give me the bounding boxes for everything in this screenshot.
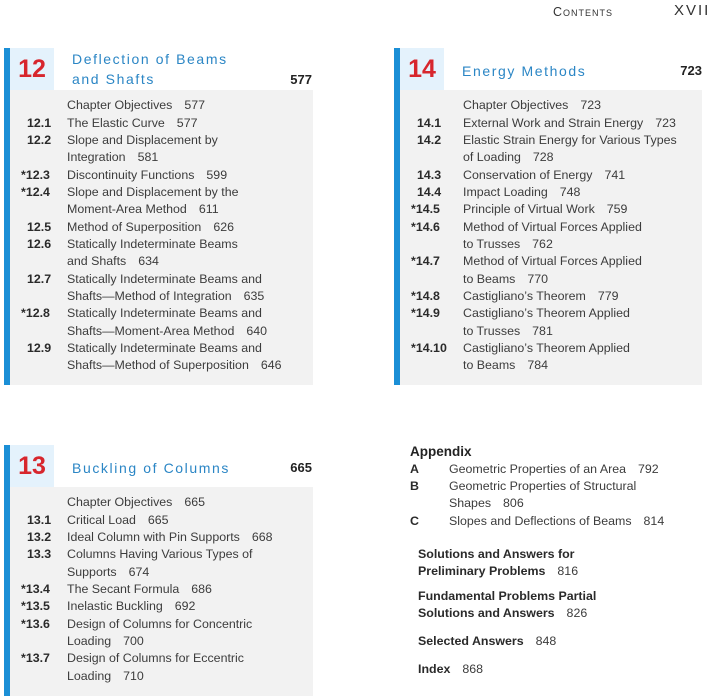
entry-page: 674 xyxy=(128,564,150,579)
entry-page: 762 xyxy=(532,237,553,252)
entry-title: External Work and Strain Energy xyxy=(463,115,644,130)
entry-title: Impact Loading xyxy=(463,185,548,200)
entry-title: Castigliano’s Theorem xyxy=(463,289,586,304)
entry-line xyxy=(67,633,313,650)
toc-entry xyxy=(400,132,702,167)
chapter-title xyxy=(72,458,230,478)
section-number: 12.1 xyxy=(27,115,52,130)
section-number: *12.8 xyxy=(21,306,50,321)
back-matter-title: Solutions and Answers xyxy=(418,605,555,620)
entry-title: of Loading xyxy=(463,150,521,165)
entry-title: Discontinuity Functions xyxy=(67,167,195,182)
entry-title: Geometric Properties of an Area xyxy=(449,461,626,476)
section-number xyxy=(10,97,67,114)
entry-text xyxy=(463,340,702,375)
entry-page: 814 xyxy=(643,513,665,528)
back-matter-title: Index xyxy=(418,661,451,676)
section-number: 14.4 xyxy=(417,185,442,200)
entry-text xyxy=(463,132,702,167)
entry-text xyxy=(463,219,702,254)
section-number: *14.10 xyxy=(411,341,447,356)
entry-title: Inelastic Buckling xyxy=(67,599,163,614)
entry-title: Shafts—Moment-Area Method xyxy=(67,323,235,338)
entry-page: 577 xyxy=(176,115,198,130)
entry-title: Geometric Properties of Structural xyxy=(449,478,637,493)
entry-text xyxy=(67,650,313,685)
entry-page: 581 xyxy=(137,150,159,165)
entry-title: Columns Having Various Types of xyxy=(67,547,253,562)
running-head-section: Contents xyxy=(553,5,614,19)
entry-title: Chapter Objectives xyxy=(67,495,173,510)
back-matter-line xyxy=(418,661,483,678)
section-number: 13.1 xyxy=(27,512,52,527)
entry-line xyxy=(463,149,702,166)
chapter-number: 13 xyxy=(10,445,54,487)
entry-title: Method of Superposition xyxy=(67,219,202,234)
entry-page: 646 xyxy=(260,358,282,373)
entry-title: The Secant Formula xyxy=(67,582,180,597)
toc-entry xyxy=(10,219,313,236)
entry-text xyxy=(67,546,313,581)
back-matter-title: Fundamental Problems Partial xyxy=(418,588,597,603)
chapter-title-line: Energy Methods xyxy=(462,63,587,79)
entry-text xyxy=(67,167,313,184)
section-list xyxy=(10,97,313,375)
entry-title: to Beams xyxy=(463,271,516,286)
section-list xyxy=(10,494,313,685)
back-matter-line xyxy=(418,588,596,605)
entry-title: to Beams xyxy=(463,358,516,373)
entry-title: Elastic Strain Energy for Various Types xyxy=(463,132,677,147)
entry-page: 635 xyxy=(243,289,265,304)
entry-line xyxy=(463,97,702,114)
entry-title: and Shafts xyxy=(67,254,127,269)
back-matter-line xyxy=(418,563,578,580)
chapter-title-line: Deflection of Beams xyxy=(72,51,228,67)
toc-entry xyxy=(10,115,313,132)
entry-title: Statically Indeterminate Beams and xyxy=(67,341,262,356)
toc-entry xyxy=(10,529,313,546)
entry-title: Shapes xyxy=(449,496,492,511)
entry-title: Conservation of Energy xyxy=(463,167,593,182)
toc-entry xyxy=(400,253,702,288)
entry-line xyxy=(449,461,710,478)
entry-line xyxy=(67,529,313,546)
entry-title: Castigliano’s Theorem Applied xyxy=(463,341,630,356)
chapter-number: 12 xyxy=(10,48,54,90)
toc-entry xyxy=(400,219,702,254)
entry-line xyxy=(67,494,313,511)
section-number: 14.3 xyxy=(417,167,442,182)
entry-text xyxy=(67,512,313,529)
toc-entry xyxy=(10,494,313,511)
back-matter-entry xyxy=(418,661,483,678)
section-number: *14.7 xyxy=(411,254,440,269)
appendix-list xyxy=(410,461,710,530)
toc-entry xyxy=(400,97,702,114)
entry-text xyxy=(463,97,702,114)
section-number: B xyxy=(410,478,419,493)
section-number: C xyxy=(410,513,419,528)
entry-page: 599 xyxy=(206,167,228,182)
entry-text xyxy=(67,340,313,375)
entry-page: 668 xyxy=(251,529,273,544)
entry-page: 611 xyxy=(198,202,219,217)
entry-line xyxy=(67,253,313,270)
back-matter-page: 816 xyxy=(557,563,579,578)
entry-line xyxy=(463,201,702,218)
entry-title: Integration xyxy=(67,150,126,165)
entry-title: Chapter Objectives xyxy=(67,98,173,113)
entry-line xyxy=(463,305,702,322)
chapter-page: 665 xyxy=(290,459,312,475)
entry-page: 759 xyxy=(606,202,628,217)
entry-text xyxy=(67,581,313,598)
toc-entry xyxy=(10,132,313,167)
section-number: 13.2 xyxy=(27,529,52,544)
entry-line xyxy=(67,149,313,166)
entry-page: 770 xyxy=(527,271,549,286)
entry-page: 723 xyxy=(655,115,676,130)
back-matter-entry xyxy=(418,633,556,650)
entry-text xyxy=(67,132,313,167)
entry-page: 692 xyxy=(174,599,196,614)
entry-text xyxy=(463,184,702,201)
entry-title: Supports xyxy=(67,564,117,579)
section-number: *13.4 xyxy=(21,582,50,597)
entry-page: 577 xyxy=(184,98,206,113)
entry-line xyxy=(67,201,313,218)
entry-title: Loading xyxy=(67,634,112,649)
chapter-title-line: Buckling of Columns xyxy=(72,459,231,476)
toc-entry xyxy=(400,340,702,375)
back-matter-entry xyxy=(418,588,596,623)
entry-page: 686 xyxy=(191,582,212,597)
entry-line xyxy=(67,323,313,340)
entry-title: Design of Columns for Eccentric xyxy=(67,651,244,666)
section-number xyxy=(400,97,463,114)
section-number: 14.1 xyxy=(417,115,442,130)
entry-line xyxy=(463,288,702,305)
chapter-title xyxy=(72,49,228,89)
section-number: *13.5 xyxy=(21,599,50,614)
entry-text xyxy=(449,461,710,478)
section-list xyxy=(400,97,702,375)
toc-entry xyxy=(400,167,702,184)
entry-title: Slope and Displacement by the xyxy=(67,185,239,200)
entry-page: 781 xyxy=(532,323,553,338)
entry-line xyxy=(463,253,702,270)
entry-line xyxy=(67,546,313,563)
entry-text xyxy=(67,305,313,340)
chapter-page: 577 xyxy=(290,72,312,87)
toc-entry xyxy=(410,513,710,530)
toc-entry xyxy=(10,616,313,651)
entry-line xyxy=(67,650,313,667)
entry-title: Moment-Area Method xyxy=(67,202,187,217)
back-matter-page: 868 xyxy=(462,661,484,676)
entry-text xyxy=(463,201,702,218)
section-number: A xyxy=(410,461,419,476)
entry-title: Design of Columns for Concentric xyxy=(67,616,253,631)
section-number: 14.2 xyxy=(417,132,442,147)
entry-line xyxy=(67,357,313,374)
back-matter-page: 848 xyxy=(535,633,557,648)
toc-entry xyxy=(10,97,313,114)
entry-line xyxy=(67,115,313,132)
toc-entry xyxy=(400,305,702,340)
toc-entry xyxy=(10,236,313,271)
entry-title: Shafts—Method of Integration xyxy=(67,289,232,304)
section-number: *13.6 xyxy=(21,616,50,631)
section-number: *14.8 xyxy=(411,289,440,304)
entry-text xyxy=(463,115,702,132)
section-number: 12.7 xyxy=(27,271,52,286)
entry-title: Shafts—Method of Superposition xyxy=(67,358,249,373)
entry-text xyxy=(67,616,313,651)
entry-line xyxy=(463,340,702,357)
section-number: *12.4 xyxy=(21,185,50,200)
entry-text xyxy=(67,184,313,219)
entry-title: Castigliano’s Theorem Applied xyxy=(463,306,630,321)
section-number: *13.7 xyxy=(21,651,50,666)
entry-title: to Trusses xyxy=(463,237,521,252)
entry-page: 741 xyxy=(604,167,626,182)
entry-line xyxy=(67,668,313,685)
entry-line xyxy=(463,167,702,184)
entry-text xyxy=(463,167,702,184)
entry-line xyxy=(67,236,313,253)
entry-title: Chapter Objectives xyxy=(463,98,569,113)
entry-page: 792 xyxy=(638,461,659,476)
entry-line xyxy=(463,115,702,132)
page-number-folio: XVII xyxy=(674,2,711,19)
back-matter-title: Selected Answers xyxy=(418,633,524,648)
back-matter-line xyxy=(418,633,556,650)
toc-entry xyxy=(10,598,313,615)
entry-line xyxy=(463,132,702,149)
entry-text xyxy=(67,236,313,271)
entry-line xyxy=(67,598,313,615)
entry-text xyxy=(463,288,702,305)
chapter-title-line: and Shafts xyxy=(72,71,155,87)
chapter-number: 14 xyxy=(400,48,444,90)
section-number: 12.6 xyxy=(27,237,52,252)
entry-title: Slope and Displacement by xyxy=(67,132,218,147)
section-number: 12.5 xyxy=(27,219,52,234)
entry-line xyxy=(67,167,313,184)
entry-line xyxy=(449,495,710,512)
entry-text xyxy=(449,513,710,530)
entry-text xyxy=(67,97,313,114)
section-number: 12.2 xyxy=(27,132,52,147)
toc-entry xyxy=(10,546,313,581)
entry-page: 640 xyxy=(246,323,268,338)
toc-entry xyxy=(10,305,313,340)
entry-title: Principle of Virtual Work xyxy=(463,202,595,217)
entry-line xyxy=(67,288,313,305)
entry-line xyxy=(463,219,702,236)
entry-page: 665 xyxy=(147,512,169,527)
entry-page: 626 xyxy=(213,219,235,234)
entry-page: 723 xyxy=(580,98,602,113)
entry-title: Ideal Column with Pin Supports xyxy=(67,529,240,544)
entry-page: 710 xyxy=(123,668,144,683)
back-matter-title: Solutions and Answers for xyxy=(418,546,575,561)
entry-line xyxy=(67,340,313,357)
toc-entry xyxy=(10,340,313,375)
entry-title: to Trusses xyxy=(463,323,521,338)
entry-line xyxy=(67,132,313,149)
section-number: 13.3 xyxy=(27,547,52,562)
entry-line xyxy=(463,236,702,253)
entry-page: 665 xyxy=(184,495,206,510)
toc-entry xyxy=(400,184,702,201)
entry-page: 748 xyxy=(559,185,581,200)
entry-line xyxy=(67,184,313,201)
entry-line xyxy=(67,512,313,529)
appendix-heading: Appendix xyxy=(410,444,472,459)
entry-line xyxy=(463,357,702,374)
entry-page: 728 xyxy=(532,150,554,165)
entry-page: 806 xyxy=(503,496,524,511)
entry-line xyxy=(463,184,702,201)
entry-text xyxy=(67,115,313,132)
entry-line xyxy=(67,564,313,581)
entry-title: Statically Indeterminate Beams xyxy=(67,237,238,252)
entry-line xyxy=(67,97,313,114)
entry-line xyxy=(67,616,313,633)
section-number: *14.9 xyxy=(411,306,440,321)
toc-entry xyxy=(10,167,313,184)
entry-line xyxy=(67,581,313,598)
entry-text xyxy=(67,529,313,546)
entry-line xyxy=(67,271,313,288)
entry-text xyxy=(67,598,313,615)
toc-entry xyxy=(400,115,702,132)
entry-line xyxy=(449,513,710,530)
entry-title: Statically Indeterminate Beams and xyxy=(67,306,262,321)
entry-line xyxy=(463,323,702,340)
entry-text xyxy=(449,478,710,513)
entry-text xyxy=(67,219,313,236)
toc-entry xyxy=(410,461,710,478)
toc-entry xyxy=(10,271,313,306)
entry-title: Statically Indeterminate Beams and xyxy=(67,271,262,286)
entry-line xyxy=(67,219,313,236)
chapter-title xyxy=(462,61,586,81)
entry-title: Loading xyxy=(67,668,112,683)
toc-entry xyxy=(10,581,313,598)
entry-text xyxy=(67,271,313,306)
toc-entry xyxy=(10,184,313,219)
entry-page: 700 xyxy=(123,634,144,649)
entry-text xyxy=(67,494,313,511)
entry-title: Method of Virtual Forces Applied xyxy=(463,254,642,269)
back-matter-entry xyxy=(418,546,578,581)
entry-title: Method of Virtual Forces Applied xyxy=(463,219,642,234)
entry-page: 634 xyxy=(138,254,159,269)
entry-text xyxy=(463,305,702,340)
toc-entry xyxy=(10,650,313,685)
back-matter-line xyxy=(418,546,578,563)
entry-title: Slopes and Deflections of Beams xyxy=(449,513,632,528)
section-number: *14.6 xyxy=(411,219,440,234)
entry-page: 779 xyxy=(597,289,619,304)
section-number xyxy=(10,494,67,511)
chapter-page: 723 xyxy=(680,63,702,78)
section-number: 12.9 xyxy=(27,341,52,356)
section-number: *14.5 xyxy=(411,202,440,217)
back-matter-title: Preliminary Problems xyxy=(418,563,546,578)
entry-title: The Elastic Curve xyxy=(67,115,165,130)
entry-line xyxy=(67,305,313,322)
entry-title: Critical Load xyxy=(67,512,136,527)
entry-text xyxy=(463,253,702,288)
entry-page: 784 xyxy=(527,358,549,373)
toc-entry xyxy=(10,512,313,529)
entry-line xyxy=(449,478,710,495)
toc-entry xyxy=(410,478,710,513)
toc-entry xyxy=(400,288,702,305)
back-matter-page: 826 xyxy=(566,605,588,620)
toc-entry xyxy=(400,201,702,218)
section-number: *12.3 xyxy=(21,167,50,182)
back-matter-line xyxy=(418,605,596,622)
entry-line xyxy=(463,271,702,288)
